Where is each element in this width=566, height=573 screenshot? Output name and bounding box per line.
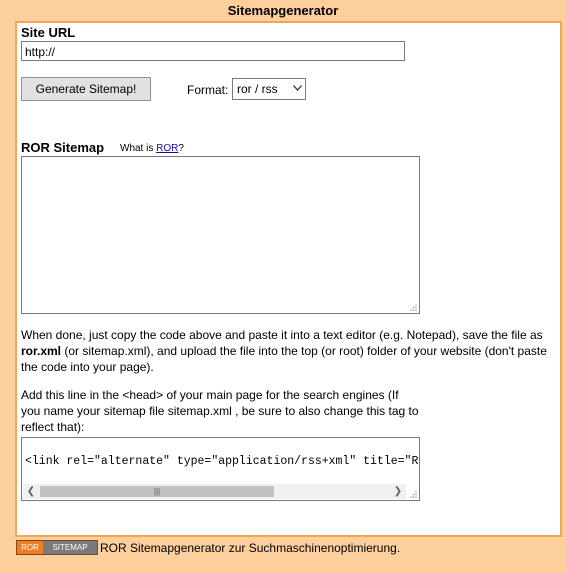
window-title: Sitemapgenerator <box>227 3 339 18</box>
ror-sitemap-badge: ROR SITEMAP <box>16 540 98 555</box>
site-url-label: Site URL <box>21 25 76 40</box>
resize-grip-icon[interactable] <box>409 490 417 498</box>
format-select[interactable] <box>232 78 306 100</box>
main-panel <box>15 21 562 537</box>
ror-sitemap-textarea[interactable] <box>21 156 420 314</box>
ror-link[interactable]: ROR <box>156 143 179 154</box>
resize-grip-icon[interactable] <box>409 303 417 311</box>
ror-sitemap-heading: ROR Sitemap <box>21 140 105 155</box>
format-label: Format: <box>187 83 229 97</box>
ror-xml-filename: ror.xml <box>21 344 62 358</box>
scroll-right-icon[interactable]: ❯ <box>393 486 403 497</box>
head-tag-instructions: Add this line in the <head> of your main page for the search engines (If you name your sitemap file sitemap.xml , be sure to also change this tag to reflect that): <box>21 388 419 434</box>
scrollbar-thumb[interactable]: ||| <box>40 486 274 497</box>
horizontal-scrollbar[interactable] <box>23 484 406 499</box>
generate-sitemap-button[interactable]: Generate Sitemap! <box>21 77 151 101</box>
format-selected-value: ror / rss <box>237 82 278 96</box>
copy-instructions: When done, just copy the code above and paste it into a text editor (e.g. Notepad), save the file as ror.xml (or sitemap.xml), and upload the file into the top (or root) folder of your website (don't paste the code into your page). <box>21 328 547 374</box>
site-url-input[interactable]: http:// <box>21 41 405 61</box>
scroll-left-icon[interactable]: ❮ <box>26 486 36 497</box>
footer-text: ROR Sitemapgenerator zur Suchmaschinenoptimierung. <box>100 541 401 555</box>
link-tag-textarea[interactable] <box>21 437 420 501</box>
chevron-down-icon <box>293 85 302 91</box>
link-tag-code: <link rel="alternate" type="application/rss+xml" title="R <box>25 455 419 468</box>
what-is-ror: What is ROR? <box>120 143 184 154</box>
